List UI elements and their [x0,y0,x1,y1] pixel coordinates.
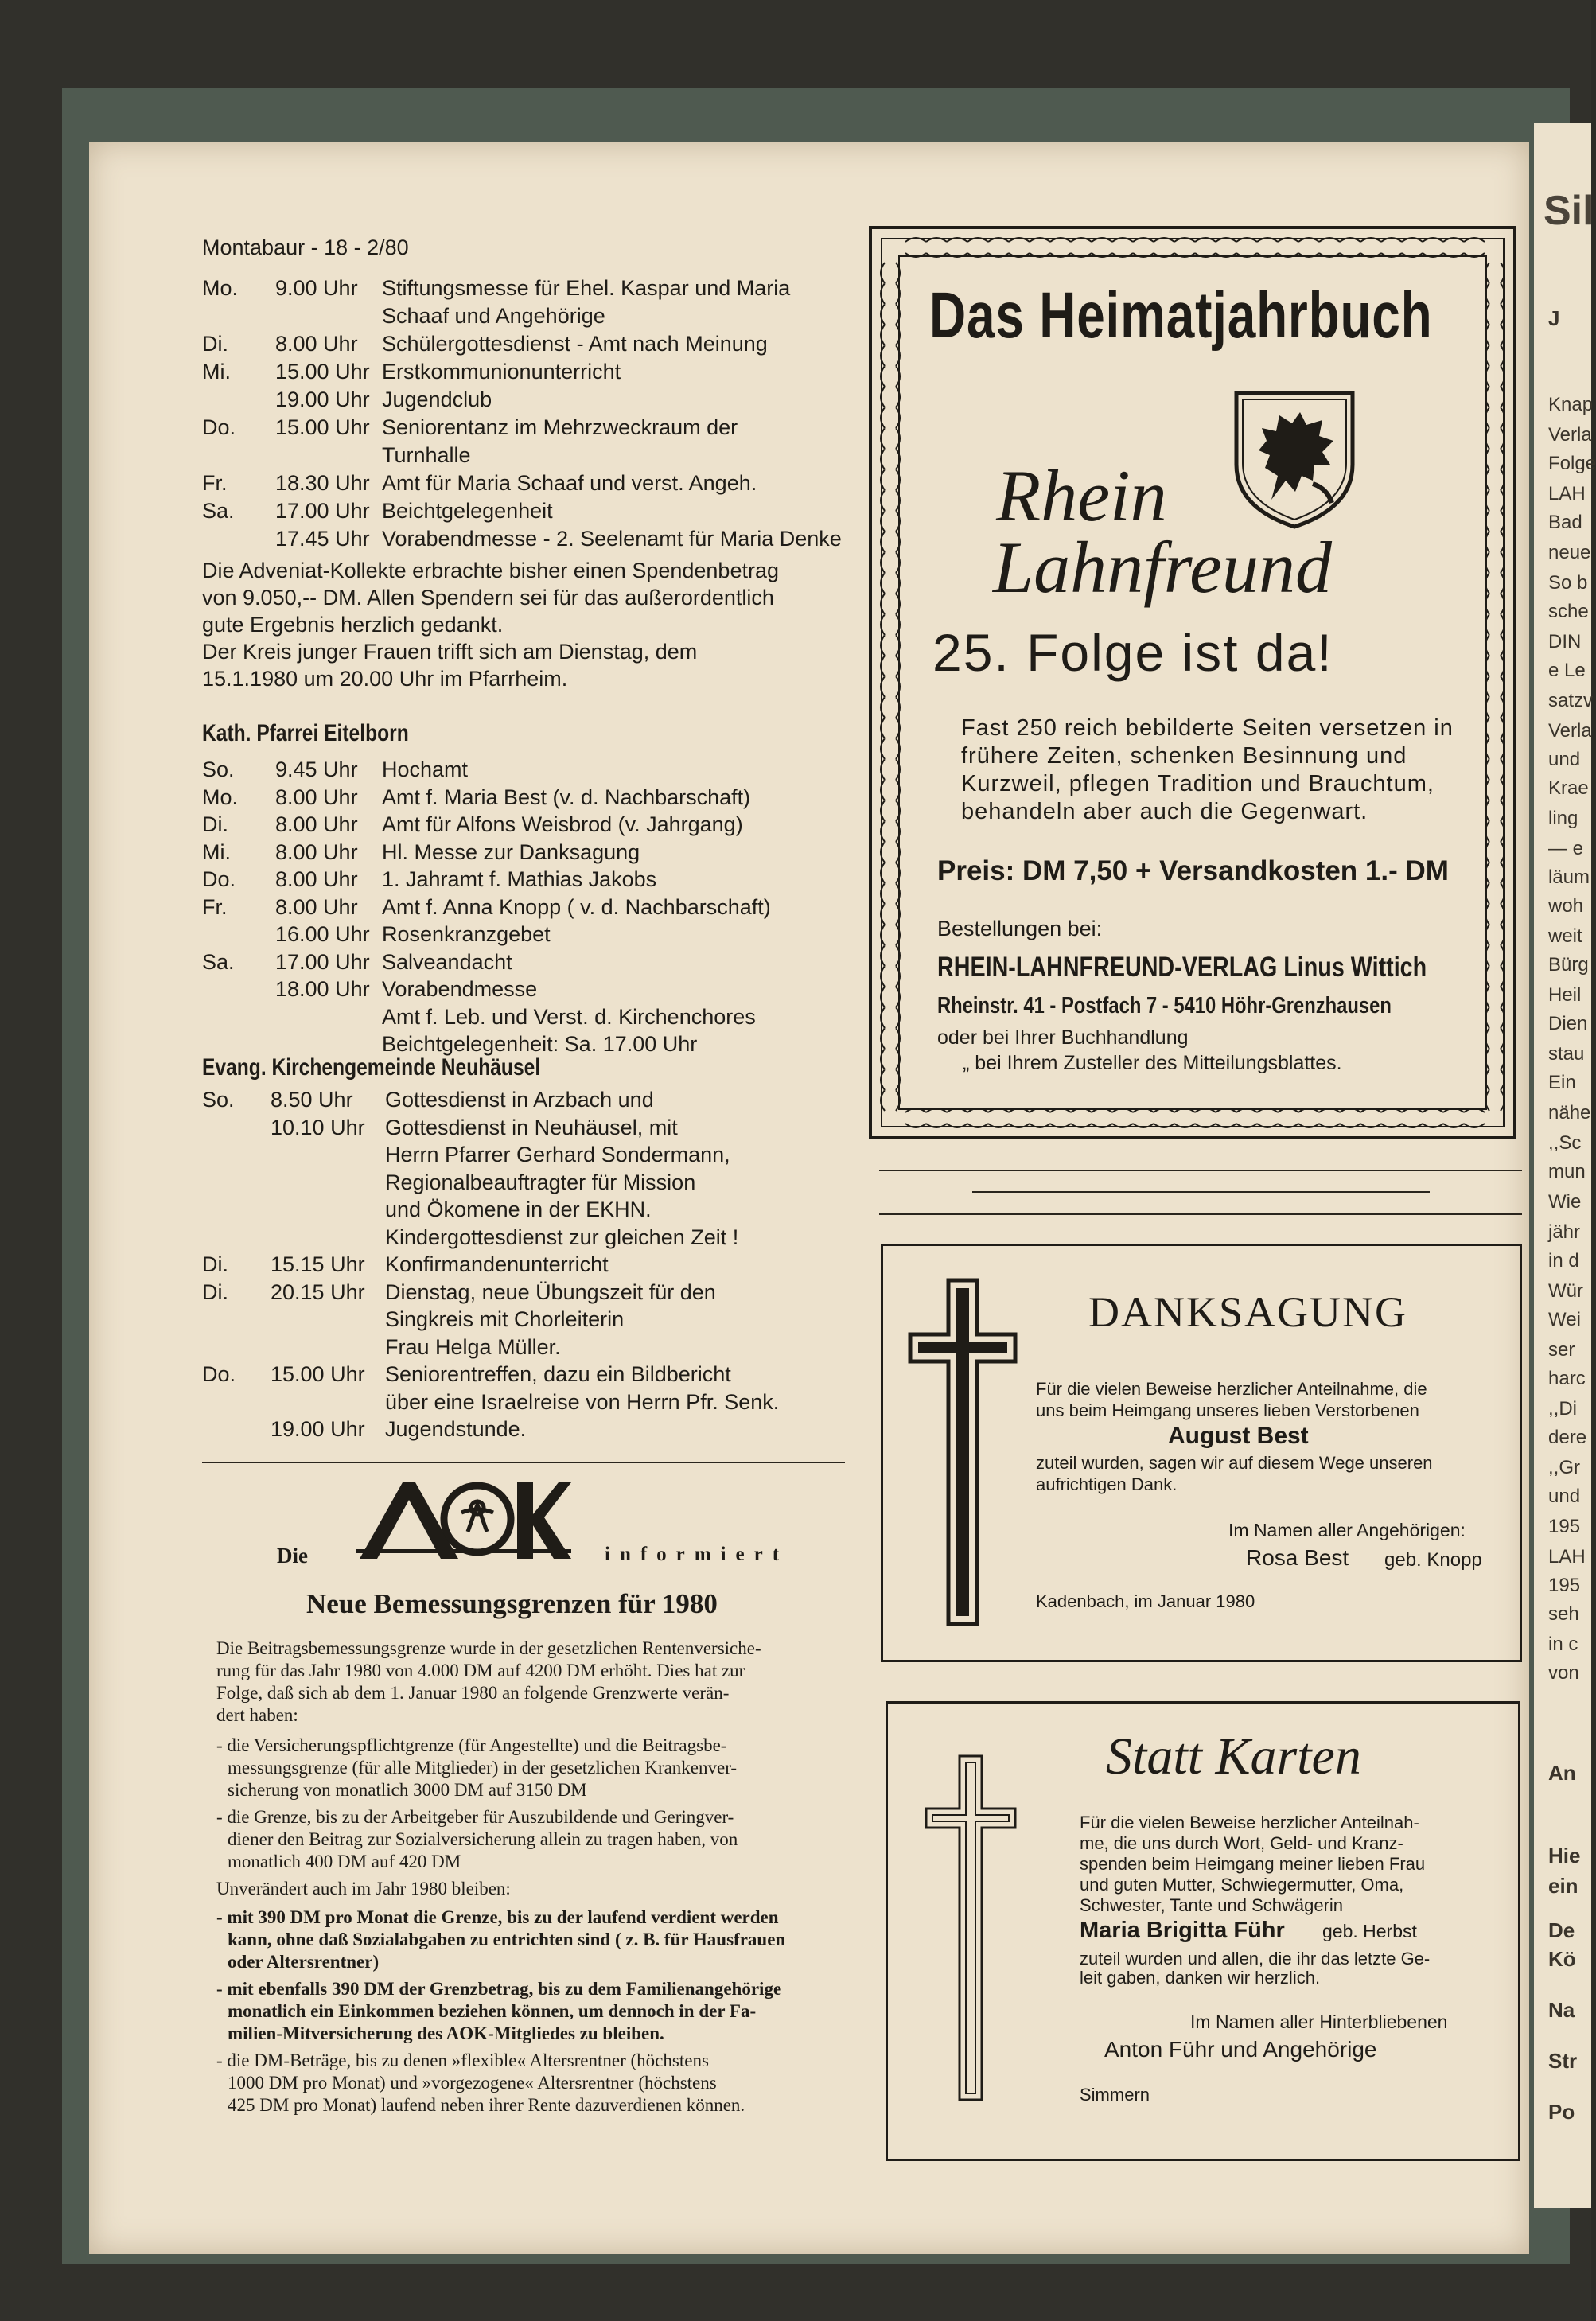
adjacent-page-text: jähr [1548,1221,1581,1243]
aok-informiert: informiert [605,1544,789,1565]
danksagung-line: Für die vielen Beweise herzlicher Anteilnahme, die [1036,1379,1427,1399]
section-title-eitelborn: Kath. Pfarrei Eitelborn [202,720,409,746]
adjacent-page-text: J [1548,306,1560,330]
adjacent-page-text: ling [1548,808,1578,829]
schedule-text: über eine Israelreise von Herrn Pfr. Senk. [385,1389,780,1414]
note-line: Die Adveniat-Kollekte erbrachte bisher einen Spendenbetrag [202,559,779,582]
adjacent-page-text: Str [1548,2049,1578,2073]
statt-karten-sign: Anton Führ und Angehörige [1104,2037,1377,2062]
aok-line: sicherung von monatlich 3000 DM auf 3150 DM [228,1780,587,1800]
note-line: gute Ergebnis herzlich gedankt. [202,613,504,637]
heimatjahrbuch-price: Preis: DM 7,50 + Versandkosten 1.- DM [937,855,1449,886]
statt-karten-line: me, die uns durch Wort, Geld- und Kranz- [1080,1833,1403,1853]
schedule-time: 10.10 Uhr [271,1115,365,1139]
danksagung-place: Kadenbach, im Januar 1980 [1036,1591,1255,1611]
verlag-address: Rheinstr. 41 - Postfach 7 - 5410 Höhr-Grenzhausen [937,993,1392,1018]
adjacent-page-text: läum [1548,866,1590,888]
adjacent-page-text: ,,Sc [1548,1132,1582,1154]
schedule-text: Singkreis mit Chorleiterin [385,1307,625,1331]
schedule-time: 8.00 Uhr [275,867,358,891]
aok-headline: Neue Bemessungsgrenzen für 1980 [306,1588,718,1619]
note-line: Der Kreis junger Frauen trifft sich am Dienstag, dem [202,640,698,664]
aok-line: - mit 390 DM pro Monat die Grenze, bis zu der laufend verdient werden [216,1907,779,1927]
schedule-day: So. [202,1088,235,1112]
schedule-day: Sa. [202,499,235,523]
aok-line: Folge, daß sich ab dem 1. Januar 1980 an folgende Grenzwerte verän- [216,1683,730,1703]
schedule-text: 1. Jahramt f. Mathias Jakobs [382,867,657,891]
schedule-text: Jugendclub [382,387,492,411]
schedule-time: 9.00 Uhr [275,276,358,300]
adjacent-page-text: und [1548,749,1581,770]
adjacent-page-text: 195 [1548,1575,1581,1596]
adjacent-page-text: Verla [1548,424,1592,446]
schedule-text: Salveandacht [382,949,512,974]
aok-line: kann, ohne daß Sozialabgaben zu entrichten sind ( z. B. für Hausfrauen [228,1930,786,1949]
adjacent-page-text: in c [1548,1634,1578,1655]
adjacent-page-text: De [1548,1918,1575,1942]
statt-karten-place: Simmern [1080,2085,1150,2105]
adjacent-page-fragment [1534,123,1596,2208]
statt-karten-namen: Im Namen aller Hinterbliebenen [1190,2011,1448,2032]
heimatjahrbuch-folge: 25. Folge ist da! [932,623,1333,682]
schedule-text: Beichtgelegenheit: Sa. 17.00 Uhr [382,1032,698,1056]
schedule-day: Do. [202,415,236,439]
adjacent-page-text: dere [1548,1427,1587,1448]
schedule-day: So. [202,757,235,781]
schedule-time: 8.00 Uhr [275,812,358,836]
schedule-time: 8.00 Uhr [275,332,358,356]
adjacent-page-text: Wür [1548,1280,1583,1302]
schedule-day: Mi. [202,360,231,384]
danksagung-name: August Best [1168,1423,1309,1449]
adjacent-page-text: weit [1548,925,1582,947]
order-option-2: „ bei Ihrem Zusteller des Mitteilungsblattes. [963,1052,1342,1074]
aok-line: 425 DM pro Monat) laufend neben ihrer Rente dazuverdienen können. [228,2095,745,2115]
statt-karten-name-suffix: geb. Herbst [1322,1921,1417,1941]
note-line: von 9.050,-- DM. Allen Spendern sei für das außerordentlich [202,586,774,609]
danksagung-sign-suffix: geb. Knopp [1384,1549,1482,1571]
adjacent-page-text: Po [1548,2100,1575,2124]
adjacent-page-text: Wie [1548,1191,1582,1213]
aok-die: Die [277,1544,308,1567]
schedule-time: 20.15 Uhr [271,1279,365,1304]
schedule-day: Di. [202,1252,228,1276]
adjacent-page-text: Bürg [1548,954,1589,976]
schedule-text: Amt für Alfons Weisbrod (v. Jahrgang) [382,812,743,836]
adjacent-page-text: Ein [1548,1072,1576,1093]
danksagung-line: zuteil wurden, sagen wir auf diesem Wege unseren [1036,1453,1433,1473]
schedule-text: und Ökomene in der EKHN. [385,1197,652,1221]
adjacent-page-text: DIN [1548,631,1582,652]
schedule-text: Gottesdienst in Arzbach und [385,1088,654,1112]
adjacent-page-text: Heil [1548,984,1582,1006]
aok-line: monatlich ein Einkommen beziehen können, um dennoch in der Fa- [228,2001,757,2021]
danksagung-sign: Rosa Best [1246,1545,1349,1570]
divider [879,1170,1522,1171]
cross-icon [923,1753,1018,2103]
schedule-time: 18.00 Uhr [275,977,370,1001]
heimatjahrbuch-description: Fast 250 reich bebilderte Seiten versetzen in frühere Zeiten, schenken Besinnung und Kurzweil, pflegen Tradition und Brauchtum, behandeln aber auch die Gegenwart. [961,715,1454,824]
verlag-name: RHEIN-LAHNFREUND-VERLAG Linus Wittich [937,952,1427,983]
schedule-text: Frau Helga Müller. [385,1334,561,1359]
schedule-day: Di. [202,812,228,836]
schedule-text: Amt f. Leb. und Verst. d. Kirchenchores [382,1004,756,1029]
bestellungen-label: Bestellungen bei: [937,917,1103,940]
adjacent-page-text: ,,Di [1548,1398,1577,1419]
adjacent-page-text: satzv [1548,690,1594,711]
schedule-day: Mo. [202,785,239,809]
adjacent-page-text: Krae [1548,777,1589,799]
schedule-text: Hochamt [382,757,469,781]
aok-line: Die Beitragsbemessungsgrenze wurde in der gesetzlichen Rentenversiche- [216,1638,761,1658]
adjacent-page-text: Kö [1548,1947,1576,1971]
adjacent-page-text: seh [1548,1603,1579,1625]
aok-line: dert haben: [216,1705,298,1725]
adjacent-page-text: neue [1548,542,1591,563]
schedule-time: 15.00 Uhr [275,415,370,439]
adjacent-page-text: mun [1548,1161,1586,1182]
schedule-day: Di. [202,1279,228,1304]
statt-karten-title: Statt Karten [1106,1727,1361,1786]
schedule-day: Mi. [202,839,231,864]
adjacent-page-text: An [1548,1761,1576,1785]
divider [879,1213,1522,1215]
adjacent-page-text: nähe [1548,1102,1591,1124]
aok-line: oder Altersrentner) [228,1952,380,1972]
adjacent-page-text: Knap [1548,394,1594,415]
schedule-text: Rosenkranzgebet [382,922,551,946]
adjacent-page-text: So b [1548,572,1588,594]
schedule-time: 17.45 Uhr [275,527,370,551]
adjacent-page-text: Hie [1548,1844,1581,1867]
schedule-text: Schaaf und Angehörige [382,304,605,328]
schedule-text: Konfirmandenunterricht [385,1252,609,1276]
adjacent-page-text: von [1548,1662,1579,1684]
schedule-text: Turnhalle [382,443,471,467]
adjacent-page-text: Wei [1548,1309,1581,1330]
order-option-1: oder bei Ihrer Buchhandlung [937,1026,1189,1049]
note-line: 15.1.1980 um 20.00 Uhr im Pfarrheim. [202,667,568,691]
schedule-text: Gottesdienst in Neuhäusel, mit [385,1115,678,1139]
danksagung-line: uns beim Heimgang unseres lieben Verstorbenen [1036,1400,1419,1420]
schedule-text: Hl. Messe zur Danksagung [382,839,640,864]
adjacent-page-text: Dien [1548,1013,1588,1034]
rheinlahnfreund-script-1: Rhein [996,455,1167,536]
adjacent-page-text: sche [1548,601,1589,622]
schedule-text: Vorabendmesse - 2. Seelenamt für Maria Denke [382,527,842,551]
heimatjahrbuch-title: Das Heimatjahrbuch [929,279,1433,352]
statt-karten-line: und guten Mutter, Schwiegermutter, Oma, [1080,1875,1404,1895]
statt-karten-line: spenden beim Heimgang meiner lieben Frau [1080,1854,1426,1874]
adjacent-page-text: Bad [1548,512,1582,533]
schedule-time: 17.00 Uhr [275,949,370,974]
adjacent-page-text: Folge [1548,453,1596,474]
lion-crest-icon [1232,388,1357,530]
schedule-day: Do. [202,1362,236,1386]
schedule-day: Mo. [202,276,239,300]
schedule-time: 8.00 Uhr [275,785,358,809]
schedule-time: 19.00 Uhr [275,387,370,411]
statt-karten-line: leit gaben, danken wir herzlich. [1080,1968,1321,1988]
aok-line: - die DM-Beträge, bis zu denen »flexible« Altersrentner (höchstens [216,2050,709,2070]
aok-line: monatlich 400 DM auf 420 DM [228,1852,461,1871]
schedule-time: 18.30 Uhr [275,471,370,495]
schedule-text: Amt f. Maria Best (v. d. Nachbarschaft) [382,785,751,809]
schedule-time: 8.00 Uhr [275,839,358,864]
schedule-time: 9.45 Uhr [275,757,358,781]
schedule-time: 8.00 Uhr [275,894,358,919]
schedule-text: Beichtgelegenheit [382,499,553,523]
page-header: Montabaur - 18 - 2/80 [202,236,409,259]
adjacent-page-text: und [1548,1486,1581,1507]
schedule-text: Herrn Pfarrer Gerhard Sondermann, [385,1143,730,1166]
divider [202,1462,845,1463]
schedule-day: Fr. [202,471,228,495]
danksagung-namen: Im Namen aller Angehörigen: [1228,1520,1466,1540]
danksagung-line: aufrichtigen Dank. [1036,1474,1178,1494]
schedule-text: Schülergottesdienst - Amt nach Meinung [382,332,768,356]
aok-line: rung für das Jahr 1980 von 4.000 DM auf 4200 DM erhöht. Dies hat zur [216,1661,745,1680]
rheinlahnfreund-script-2: Lahnfreund [993,527,1332,608]
adjacent-page-text: Sil [1543,188,1594,234]
schedule-time: 16.00 Uhr [275,922,370,946]
adjacent-page-text: Na [1548,1998,1575,2022]
schedule-time: 15.00 Uhr [271,1362,365,1386]
statt-karten-line: zuteil wurden und allen, die ihr das letzte Ge- [1080,1949,1431,1969]
schedule-text: Vorabendmesse [382,977,538,1001]
danksagung-title: DANKSAGUNG [1088,1288,1408,1336]
schedule-day: Fr. [202,894,228,919]
adjacent-page-text: ,,Gr [1548,1457,1580,1478]
adjacent-page-text: LAH [1548,483,1586,504]
adjacent-page-text: in d [1548,1250,1579,1271]
adjacent-page-text: woh [1548,895,1584,917]
schedule-text: Regionalbeauftragter für Mission [385,1170,696,1194]
schedule-day: Di. [202,332,228,356]
statt-karten-name: Maria Brigitta Führ [1080,1918,1285,1943]
schedule-day: Sa. [202,949,235,974]
schedule-time: 15.15 Uhr [271,1252,365,1276]
schedule-text: Erstkommunionunterricht [382,360,621,384]
statt-karten-line: Für die vielen Beweise herzlicher Anteilnah- [1080,1813,1419,1832]
aok-logo-icon [356,1476,571,1564]
adjacent-page-text: harc [1548,1368,1586,1389]
schedule-time: 19.00 Uhr [271,1417,365,1441]
aok-line: - die Versicherungspflichtgrenze (für Angestellte) und die Beitragsbe- [216,1735,727,1755]
statt-karten-line: Schwester, Tante und Schwägerin [1080,1895,1344,1915]
adjacent-page-text: Verla [1548,720,1592,742]
adjacent-page-text: 195 [1548,1516,1581,1537]
aok-line: diener den Beitrag zur Sozialversicherung allein zu tragen haben, von [228,1829,738,1849]
adjacent-page-text: ein [1548,1874,1578,1898]
schedule-time: 17.00 Uhr [275,499,370,523]
section-title-neuhaeusel: Evang. Kirchengemeinde Neuhäusel [202,1054,541,1081]
adjacent-page-text: stau [1548,1043,1585,1065]
divider [972,1191,1430,1193]
adjacent-page-text: ser [1548,1339,1575,1361]
aok-line: - die Grenze, bis zu der Arbeitgeber für Auszubildende und Geringver- [216,1807,734,1827]
schedule-time: 8.50 Uhr [271,1088,353,1112]
adjacent-page-text: LAH [1548,1546,1586,1567]
schedule-text: Amt für Maria Schaaf und verst. Angeh. [382,471,757,495]
adjacent-page-text: e Le [1548,660,1586,681]
schedule-text: Dienstag, neue Übungszeit für den [385,1279,716,1304]
aok-line: - mit ebenfalls 390 DM der Grenzbetrag, bis zu dem Familienangehörige [216,1979,782,1999]
aok-line: messungsgrenze (für alle Mitglieder) in der gesetzlichen Krankenver- [228,1758,738,1778]
schedule-text: Jugendstunde. [385,1417,527,1441]
aok-unchanged: Unverändert auch im Jahr 1980 bleiben: [216,1879,511,1898]
schedule-text: Amt f. Anna Knopp ( v. d. Nachbarschaft) [382,894,771,919]
adjacent-page-text: — e [1548,838,1584,859]
aok-line: milien-Mitversicherung des AOK-Mitgliedes zu bleiben. [228,2023,664,2043]
schedule-text: Kindergottesdienst zur gleichen Zeit ! [385,1225,739,1249]
schedule-text: Seniorentanz im Mehrzweckraum der [382,415,738,439]
aok-line: 1000 DM pro Monat) und »vorgezogene« Altersrentner (höchstens [228,2073,717,2093]
schedule-time: 15.00 Uhr [275,360,370,384]
schedule-text: Stiftungsmesse für Ehel. Kaspar und Maria [382,276,791,300]
schedule-day: Do. [202,867,236,891]
schedule-text: Seniorentreffen, dazu ein Bildbericht [385,1362,731,1386]
cross-icon [907,1277,1018,1627]
